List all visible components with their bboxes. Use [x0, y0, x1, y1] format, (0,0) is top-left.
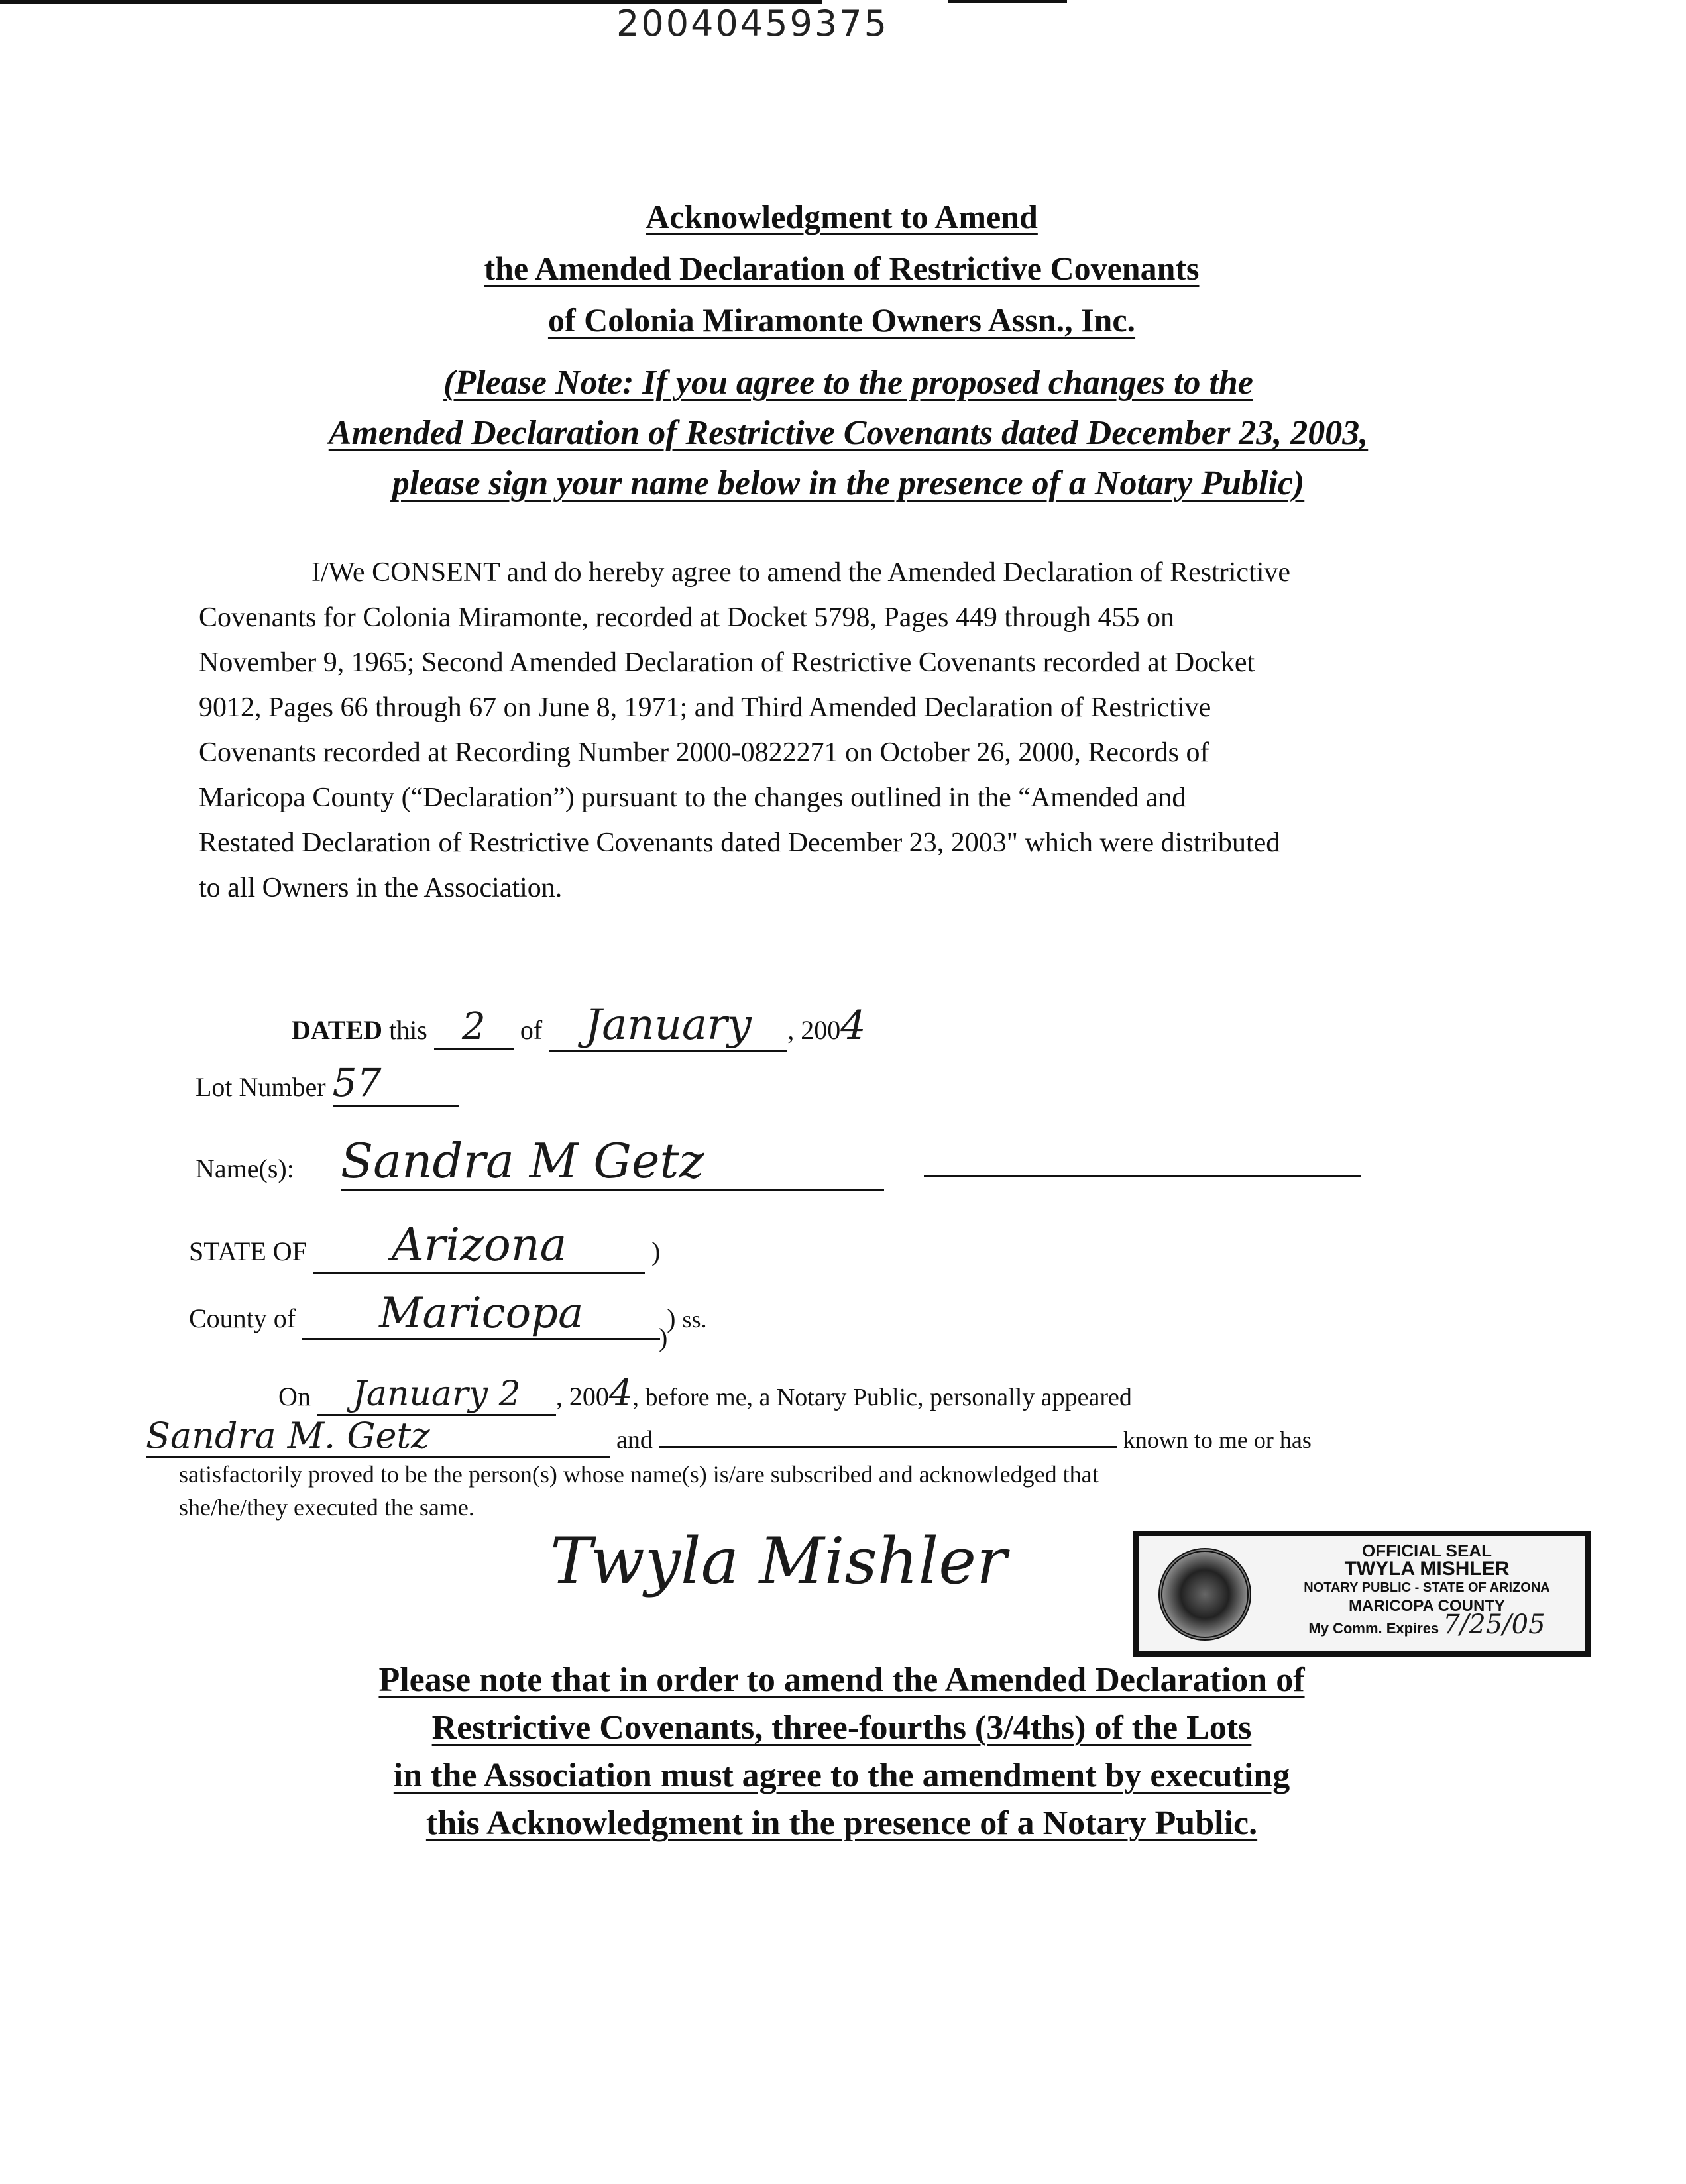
consent-paragraph [199, 550, 1418, 910]
names-row [196, 1133, 1361, 1191]
paren: ) [651, 1236, 661, 1266]
appeared-text: , before me, a Notary Public, personally appeared [632, 1384, 1132, 1411]
lot-number: 57 [333, 1060, 459, 1107]
title-line: of Colonia Miramonte Owners Assn., Inc. [547, 301, 1136, 339]
document-title [331, 191, 1352, 346]
second-person-line [659, 1423, 1117, 1448]
footer-line: this Acknowledgment in the presence of a Notary Public. [425, 1804, 1258, 1842]
state-value: Arizona [313, 1219, 645, 1274]
names-label: Name(s): [196, 1154, 294, 1183]
consent-line: to all Owners in the Association. [199, 873, 563, 903]
scan-top-edge-fragment [948, 0, 1067, 3]
seal-title: OFFICIAL SEAL [1362, 1541, 1492, 1560]
appeared-person: Sandra M. Getz [146, 1415, 610, 1458]
dated-label: DATED [292, 1015, 383, 1045]
seal-line: MARICOPA COUNTY [1349, 1597, 1505, 1615]
consent-line: 9012, Pages 66 through 67 on June 8, 1971; and Third Amended Declaration of Restrictive [199, 692, 1211, 723]
footer-line: in the Association must agree to the amendment by executing [393, 1757, 1290, 1794]
footer-line: Please note that in order to amend the Amended Declaration of [378, 1661, 1305, 1699]
official-seal-stamp [1133, 1531, 1591, 1657]
signer-name: Sandra M Getz [341, 1133, 884, 1191]
notary-line: satisfactorily proved to be the person(s) whose name(s) is/are subscribed and acknowledged that [179, 1461, 1099, 1488]
paren-closing: ) [659, 1323, 668, 1352]
consent-line: November 9, 1965; Second Amended Declaration of Restrictive Covenants recorded at Docket [199, 647, 1255, 678]
state-row [189, 1219, 660, 1274]
lot-label: Lot Number [196, 1072, 326, 1102]
footer-note [252, 1657, 1432, 1847]
on-label: On [278, 1382, 311, 1411]
dated-month: January [549, 1001, 787, 1052]
notary-date: January 2 [317, 1374, 556, 1416]
dated-row [292, 1001, 866, 1052]
seal-line: NOTARY PUBLIC - STATE OF ARIZONA [1304, 1580, 1550, 1595]
consent-line: I/We CONSENT and do hereby agree to amend the Amended Declaration of Restrictive [311, 557, 1291, 588]
seal-notary-name: TWYLA MISHLER [1344, 1558, 1510, 1580]
seal-text [1278, 1541, 1576, 1638]
known-text: known to me or has [1123, 1427, 1312, 1453]
second-name-line [924, 1149, 1361, 1177]
state-label: STATE OF [189, 1236, 307, 1266]
of-label: of [520, 1015, 543, 1045]
consent-line: Covenants recorded at Recording Number 2000-0822271 on October 26, 2000, Records of [199, 737, 1209, 768]
notary-person-row [146, 1415, 1405, 1458]
notary-year-prefix: , 200 [555, 1382, 609, 1411]
footer-line: Restrictive Covenants, three-fourths (3/4ths) of the Lots [431, 1709, 1252, 1747]
notary-year-suffix: 4 [608, 1372, 633, 1415]
seal-expires-value: 7/25/05 [1443, 1610, 1546, 1640]
consent-line: Covenants for Colonia Miramonte, recorded at Docket 5798, Pages 449 through 455 on [199, 602, 1175, 633]
title-line: the Amended Declaration of Restrictive Covenants [484, 250, 1200, 287]
notary-on-row [278, 1372, 1132, 1416]
note-line: Amended Declaration of Restrictive Covenants dated December 23, 2003, [328, 414, 1369, 452]
county-value: Maricopa [302, 1289, 660, 1340]
seal-emblem [1158, 1548, 1251, 1641]
note-line: please sign your name below in the presence of a Notary Public) [392, 464, 1305, 502]
notary-statement [179, 1458, 1438, 1524]
dated-year-suffix: 4 [840, 1003, 866, 1049]
county-row [189, 1289, 706, 1340]
dated-day: 2 [434, 1005, 514, 1050]
lot-row [196, 1060, 459, 1107]
notary-signature: Twyla Mishler [550, 1524, 1007, 1598]
seal-expires-label: My Comm. Expires [1308, 1620, 1439, 1637]
note-line: (Please Note: If you agree to the proposed changes to the [443, 364, 1253, 402]
consent-line: Maricopa County (“Declaration”) pursuant to the changes outlined in the “Amended and [199, 783, 1186, 813]
county-label: County of [189, 1303, 296, 1333]
instruction-note [252, 358, 1445, 509]
dated-year-prefix: , 200 [787, 1015, 841, 1045]
consent-line: Restated Declaration of Restrictive Covenants dated December 23, 2003" which were distributed [199, 828, 1280, 858]
document-number: 20040459375 [616, 3, 889, 44]
ss-label: ss. [682, 1306, 707, 1333]
this-label: this [389, 1015, 427, 1045]
notary-line: she/he/they executed the same. [179, 1494, 475, 1521]
and-label: and [616, 1426, 653, 1454]
paren: ) [667, 1303, 676, 1333]
title-line: Acknowledgment to Amend [646, 198, 1038, 235]
